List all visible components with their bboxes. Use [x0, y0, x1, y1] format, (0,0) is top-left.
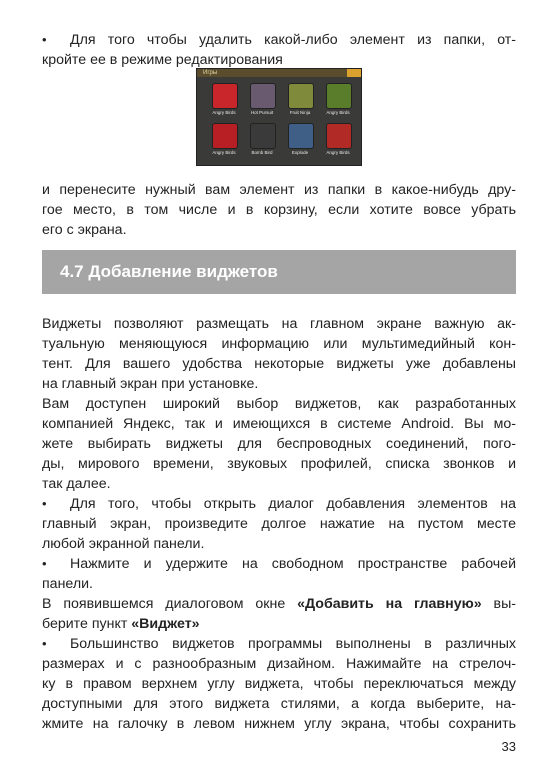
- bullet-marker: •: [42, 556, 47, 571]
- p3-line-1-pre: В появившемся диалоговом окне: [42, 596, 298, 612]
- p2-line-4: ды, мирового времени, звуковых профилей, списка звонков и: [42, 456, 516, 472]
- app-label: Angry Birds: [326, 150, 350, 155]
- app-label: Angry Birds: [212, 150, 236, 155]
- b1-line-1: Для того, чтобы открыть диалог добавления элементов на: [70, 496, 516, 512]
- folder-header-bar: [197, 69, 361, 77]
- b2-line-1: Нажмите и удержите на свободном пространстве рабочей: [70, 556, 516, 572]
- angry-birds-icon: [326, 123, 352, 149]
- p1-line-1: Виджеты позволяют размещать на главном экране важную ак-: [42, 316, 516, 332]
- after-line-1: и перенесите нужный вам элемент из папки в какое-нибудь дру-: [42, 182, 516, 198]
- game-icon: [288, 83, 314, 109]
- app-label: Bomb Bird: [251, 150, 273, 155]
- bullet-marker: •: [42, 32, 47, 47]
- p3-line-2: [42, 614, 516, 634]
- folder-screenshot: [196, 68, 362, 166]
- b3-line-4: доступными для этого виджета стилями, а когда выберите, на-: [42, 696, 516, 712]
- b3-line-2: размерах и с разнообразным дизайном. Нажимайте на стрелоч-: [42, 656, 516, 672]
- after-line-3: его с экрана.: [42, 222, 127, 238]
- app-label: Angry Birds: [326, 110, 350, 115]
- p2-line-2: компанией Яндекс, так и имеющихся в системе Android. Вы мо-: [42, 416, 516, 432]
- b3-line-5: жмите на галочку в левом нижнем углу экрана, чтобы сохранить: [42, 716, 516, 732]
- section-header: [42, 250, 516, 294]
- intro-line-1: Для того чтобы удалить какой-либо элемент из папки, от-: [70, 32, 516, 48]
- after-line-2: гое место, в том числе и в корзину, если хотите вовсе убрать: [42, 202, 516, 218]
- dialog-name: «Добавить на главную»: [297, 596, 482, 612]
- p1-line-2: туальную меняющуюся информацию или мультимедийный кон-: [42, 336, 516, 352]
- intro-line-2: кройте ее в режиме редактирования: [42, 52, 283, 68]
- p2-line-5: так далее.: [42, 476, 111, 492]
- app-label: Explode: [291, 150, 309, 155]
- section-title: 4.7 Добавление виджетов: [60, 262, 278, 281]
- p2-line-3: жете выбирать виджеты для беспроводных соединений, пого-: [42, 436, 516, 452]
- b3-line-3: ку в правом верхнем углу виджета, чтобы переключаться между: [42, 676, 516, 692]
- game-icon: [326, 83, 352, 109]
- game-icon: [250, 83, 276, 109]
- app-label: Fruit Ninja: [289, 110, 311, 115]
- widget-item-name: «Виджет»: [131, 616, 200, 632]
- p1-line-4: на главный экран при установке.: [42, 376, 259, 392]
- bullet-marker: •: [42, 496, 47, 511]
- angry-birds-icon: [212, 83, 238, 109]
- folder-label: Игры: [203, 70, 218, 76]
- game-icon: [250, 123, 276, 149]
- p2-line-1: Вам доступен широкий выбор виджетов, как разработанных: [42, 396, 516, 412]
- b3-line-1: Большинство виджетов программы выполнены в различных: [70, 636, 516, 652]
- game-icon: [288, 123, 314, 149]
- app-label: Angry Birds: [212, 110, 236, 115]
- b2-line-2: панели.: [42, 576, 93, 592]
- app-label: Hot Pursuit: [250, 110, 274, 115]
- p3-line-1-post: вы-: [481, 596, 516, 612]
- b1-line-2: главный экран, произведите долгое нажатие на пустом месте: [42, 516, 516, 532]
- p1-line-3: тент. Для вашего удобства некоторые виджеты уже добавлены: [42, 356, 516, 372]
- angry-birds-icon: [212, 123, 238, 149]
- folder-accent: [347, 69, 361, 77]
- b1-line-3: любой экранной панели.: [42, 536, 205, 552]
- p3-line-2-pre: берите пункт: [42, 616, 132, 632]
- page-number: 33: [501, 739, 516, 754]
- bullet-marker: •: [42, 636, 47, 651]
- p3-line-1: [42, 594, 516, 614]
